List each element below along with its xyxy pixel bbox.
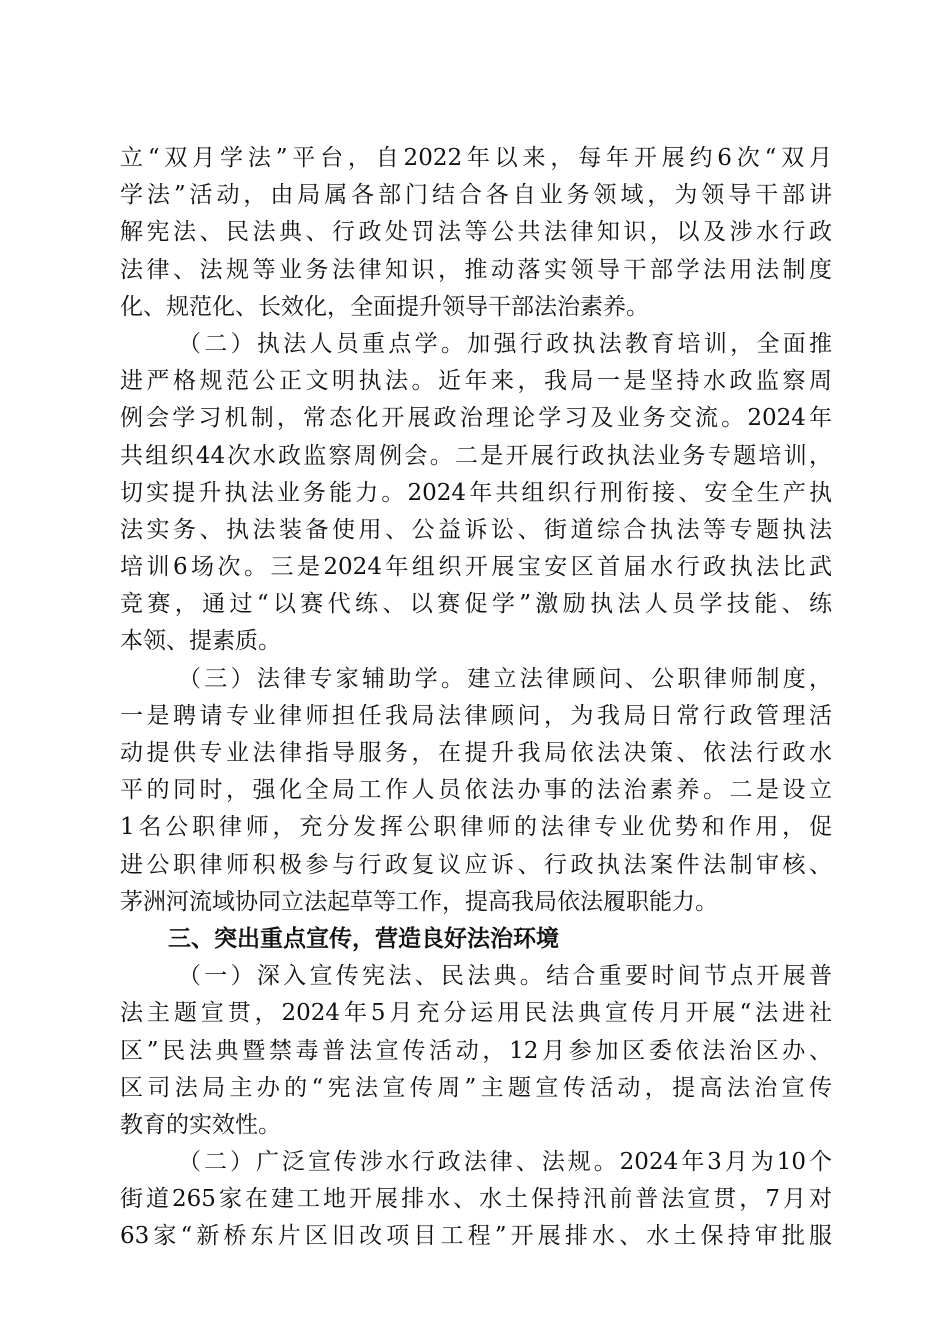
body-line: 教育的实效性。 xyxy=(120,1111,281,1138)
body-line: 一是聘请专业律师担任我局法律顾问，为我局日常行政管理活 xyxy=(120,702,832,729)
body-line: 切实提升执法业务能力。2024年共组织行刑衔接、安全生产执 xyxy=(120,479,832,506)
body-line: 立“双月学法”平台，自2022年以来，每年开展约6次“双月 xyxy=(120,145,832,171)
body-line: 竞赛，通过“以赛代练、以赛促学”激励执法人员学技能、练 xyxy=(120,591,832,618)
body-line: 63家“新桥东片区旧改项目工程”开展排水、水土保持审批服 xyxy=(120,1223,832,1250)
body-line: 进严格规范公正文明执法。近年来，我局一是坚持水政监察周 xyxy=(120,368,832,395)
body-line: 动提供专业法律指导服务，在提升我局依法决策、依法行政水 xyxy=(120,740,832,766)
body-line: 培训6场次。三是2024年组织开展宝安区首届水行政执法比武 xyxy=(120,554,832,581)
body-line: 茅洲河流域协同立法起草等工作，提高我局依法履职能力。 xyxy=(120,888,718,915)
body-line: 解宪法、民法典、行政处罚法等公共法律知识，以及涉水行政 xyxy=(120,219,832,246)
document-body xyxy=(120,140,832,1256)
body-line: 法实务、执法装备使用、公益诉讼、街道综合执法等专题执法 xyxy=(120,516,832,543)
paragraph-first-line: （二）广泛宣传涉水行政法律、法规。2024年3月为10个 xyxy=(178,1149,832,1176)
paragraph-first-line: （一）深入宣传宪法、民法典。结合重要时间节点开展普 xyxy=(178,963,832,990)
body-line: 进公职律师积极参与行政复议应诉、行政执法案件法制审核、 xyxy=(120,851,832,878)
body-line: 街道265家在建工地开展排水、水土保持汛前普法宣贯，7月对 xyxy=(120,1186,832,1213)
body-line: 法主题宣贯，2024年5月充分运用民法典宣传月开展“法进社 xyxy=(120,1000,832,1027)
paragraph-first-line: （三）法律专家辅助学。建立法律顾问、公职律师制度， xyxy=(178,665,832,692)
body-line: 法律、法规等业务法律知识，推动落实领导干部学法用法制度 xyxy=(120,256,832,283)
body-line: 化、规范化、长效化，全面提升领导干部法治素养。 xyxy=(120,293,649,320)
body-line: 本领、提素质。 xyxy=(120,628,281,655)
body-line: 区司法局主办的“宪法宣传周”主题宣传活动，提高法治宣传 xyxy=(120,1074,832,1101)
section-heading: 三、突出重点宣传，营造良好法治环境 xyxy=(168,925,559,952)
body-line: 学法”活动，由局属各部门结合各自业务领域，为领导干部讲 xyxy=(120,182,832,209)
body-line: 共组织44次水政监察周例会。二是开展行政执法业务专题培训， xyxy=(120,442,832,469)
body-line: 区”民法典暨禁毒普法宣传活动，12月参加区委依法治区办、 xyxy=(120,1037,832,1064)
paragraph-first-line: （二）执法人员重点学。加强行政执法教育培训，全面推 xyxy=(178,330,832,357)
body-line: 例会学习机制，常态化开展政治理论学习及业务交流。2024年 xyxy=(120,405,832,432)
body-line: 1名公职律师，充分发挥公职律师的法律专业优势和作用，促 xyxy=(120,814,832,841)
body-line: 平的同时，强化全局工作人员依法办事的法治素养。二是设立 xyxy=(120,777,832,804)
